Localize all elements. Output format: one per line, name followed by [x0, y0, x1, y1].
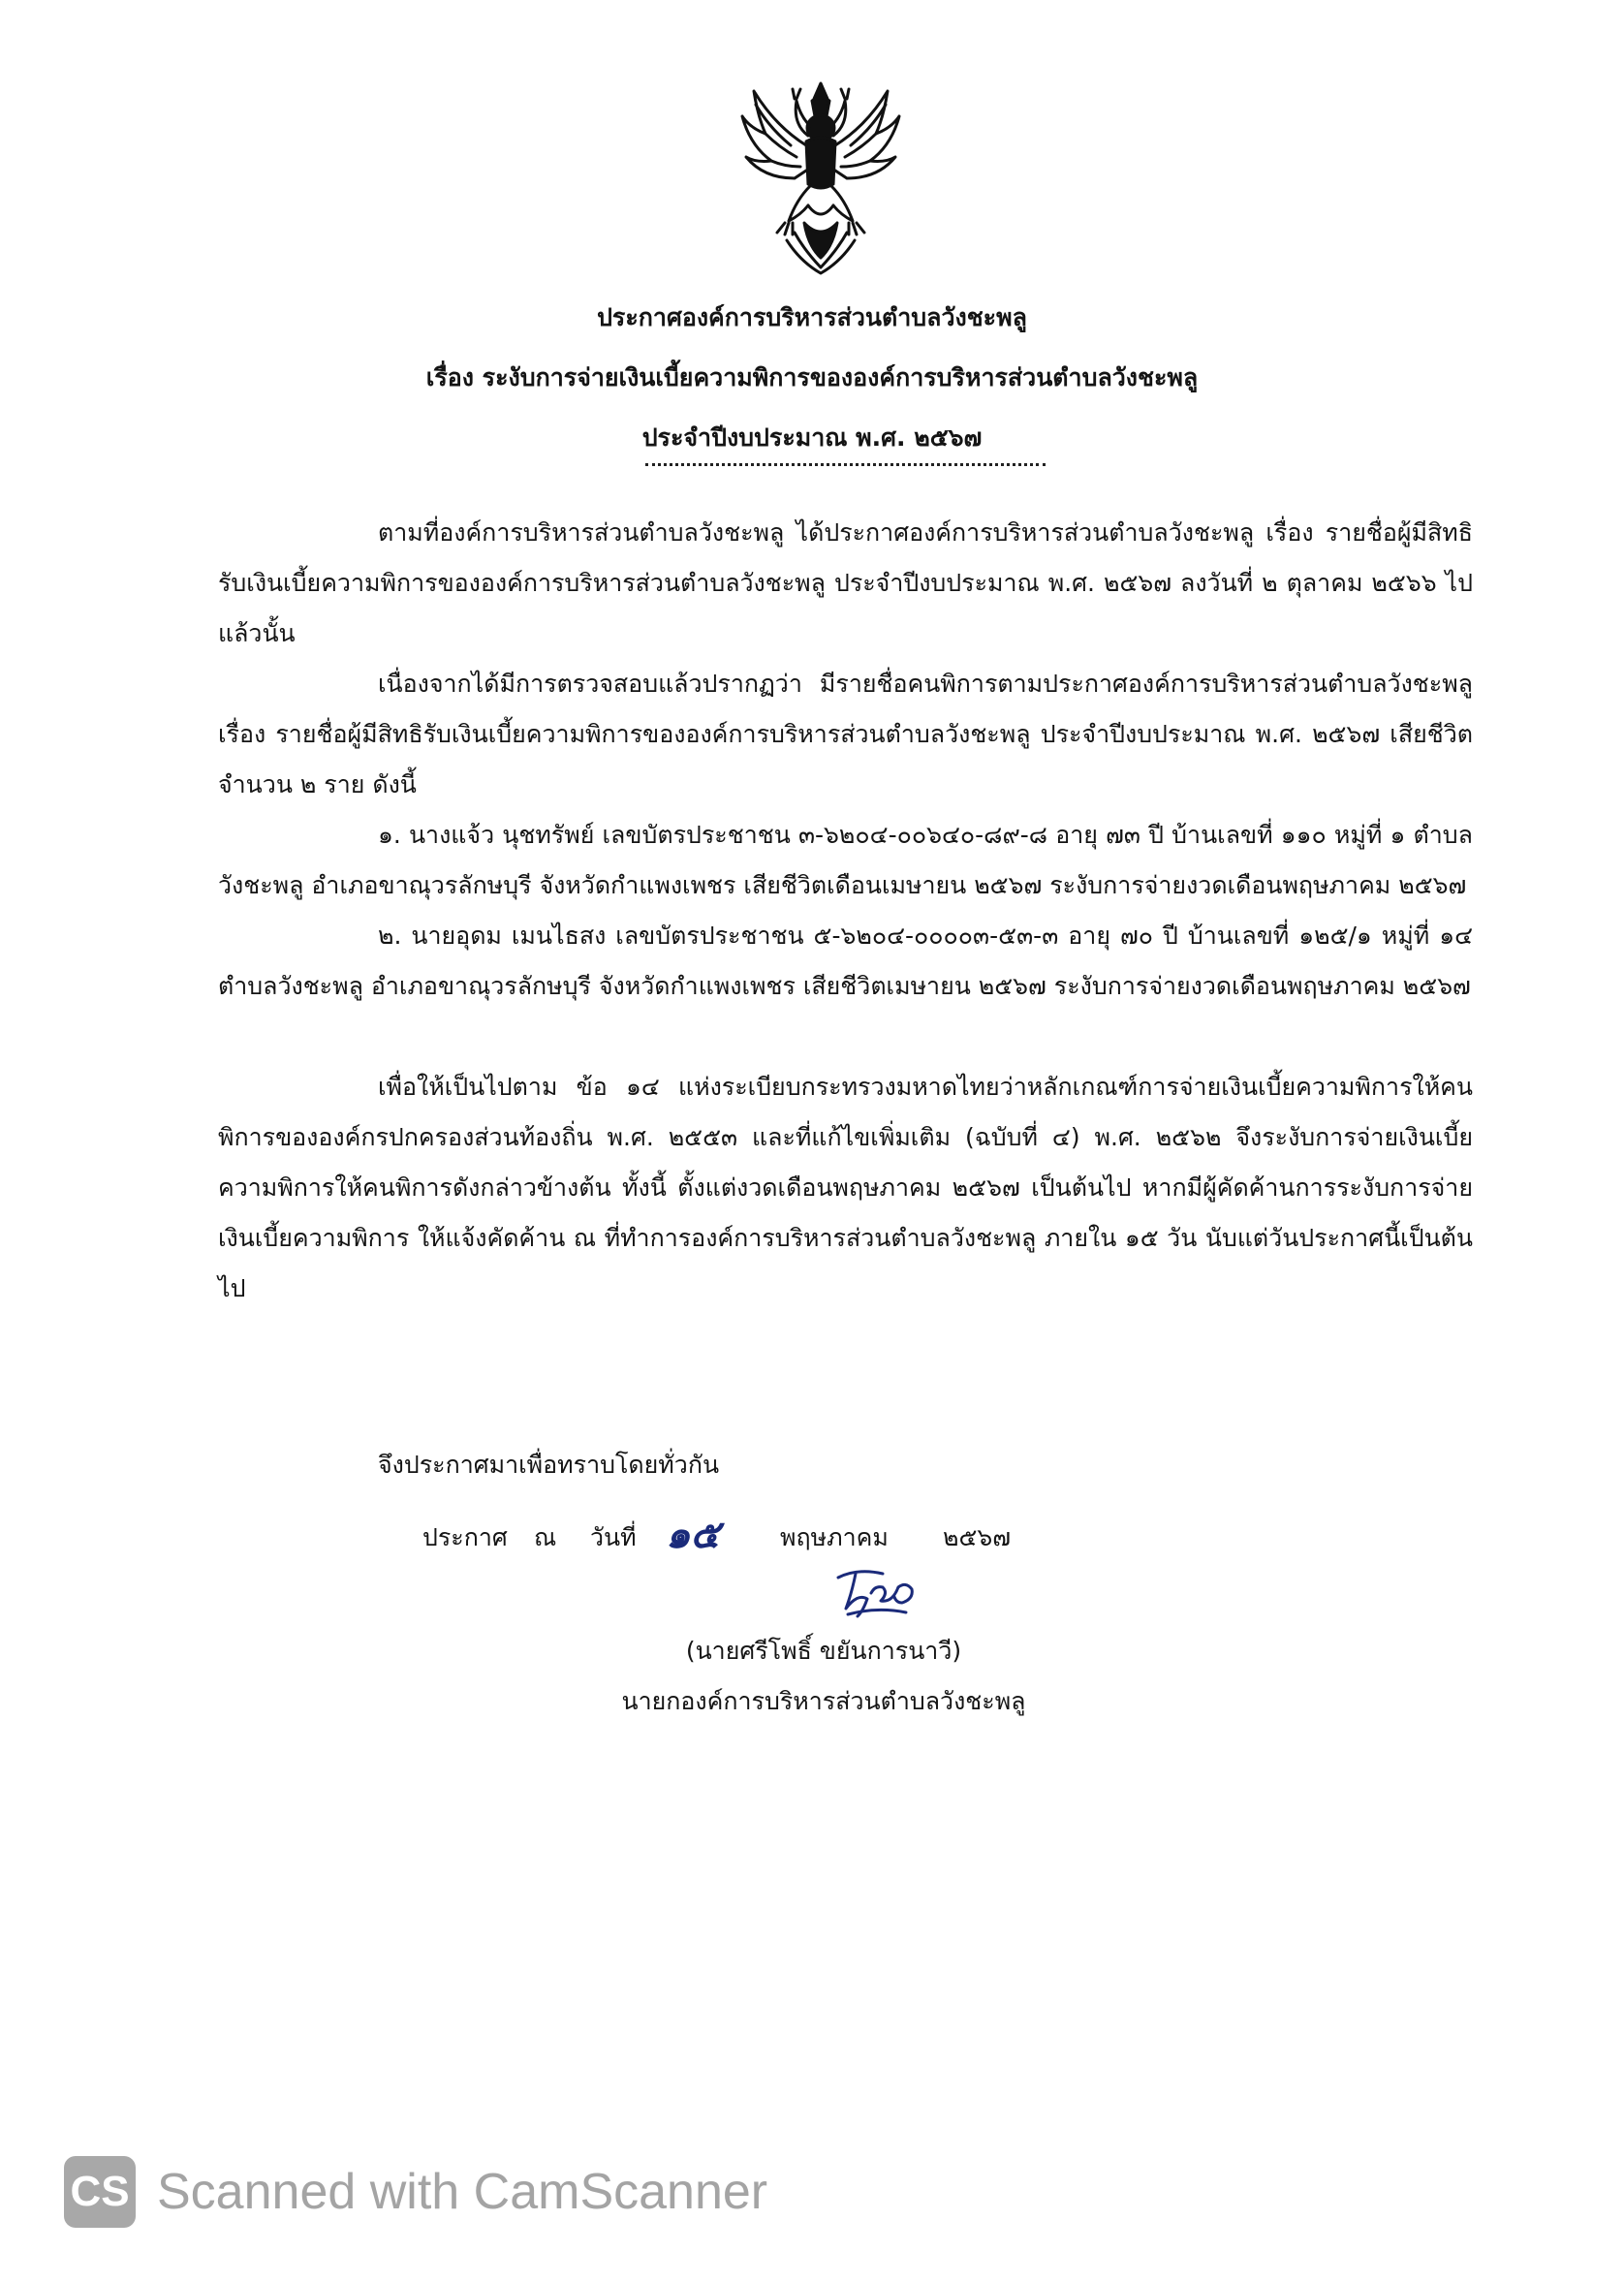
date-day-handwritten: ๑๕	[666, 1512, 720, 1557]
header-fiscal-year: ประจำปีงบประมาณ พ.ศ. ๒๕๖๗	[641, 423, 983, 452]
paragraph-background: ตามที่องค์การบริหารส่วนตำบลวังชะพลู ได้ประกาศองค์การบริหารส่วนตำบลวังชะพลู เรื่อง รายชื่อผู้มีสิทธิรับเงินเบี้ยความพิการขององค์การบริหารส่วนตำบลวังชะพลู ประจำปีงบประมาณ พ.ศ. ๒๕๖๗ ลงวันที่ ๒ ตุลาคม ๒๕๖๖ ไปแล้วนั้น	[218, 518, 1473, 647]
closing-statement: จึงประกาศมาเพื่อทราบโดยทั่วกัน	[378, 1451, 720, 1479]
deceased-item-1: ๑. นางแจ้ว นุชทรัพย์ เลขบัตรประชาชน ๓-๖๒๐๔-๐๐๖๔๐-๘๙-๘ อายุ ๗๓ ปี บ้านเลขที่ ๑๑๐ หมู่ที่ ๑ ตำบลวังชะพลู อำเภอขาณุวรลักษบุรี จังหวัดกำแพงเพชร เสียชีวิตเดือนเมษายน ๒๕๖๗ ระงับการจ่ายงวดเดือนพฤษภาคม ๒๕๖๗	[218, 821, 1473, 899]
camscanner-logo-icon: CS	[64, 2156, 136, 2228]
announcement-body	[218, 508, 1473, 1314]
deceased-item-2: ๒. นายอุดม เมนไธสง เลขบัตรประชาชน ๕-๖๒๐๔-๐๐๐๐๓-๕๓-๓ อายุ ๗๐ ปี บ้านเลขที่ ๑๒๕/๑ หมู่ที่ ๑๔ ตำบลวังชะพลู อำเภอขาณุวรลักษบุรี จังหวัดกำแพงเพชร เสียชีวิตเมษายน ๒๕๖๗ ระงับการจ่ายงวดเดือนพฤษภาคม ๒๕๖๗	[218, 922, 1473, 1000]
camscanner-watermark	[64, 2154, 767, 2230]
watermark-text: Scanned with CamScanner	[157, 2164, 768, 2220]
paragraph-gap	[218, 1012, 1473, 1062]
dotted-divider	[645, 463, 1046, 466]
signer-block	[620, 1626, 1027, 1727]
header-subject: เรื่อง ระงับการจ่ายเงินเบี้ยความพิการขององค์การบริหารส่วนตำบลวังชะพลู	[425, 363, 1199, 391]
date-at-label: ณ	[534, 1523, 557, 1551]
paragraph-findings: เนื่องจากได้มีการตรวจสอบแล้วปรากฏว่า มีรายชื่อคนพิการตามประกาศองค์การบริหารส่วนตำบลวังชะพลู เรื่อง รายชื่อผู้มีสิทธิรับเงินเบี้ยความพิการขององค์การบริหารส่วนตำบลวังชะพลู ประจำปีงบประมาณ พ.ศ. ๒๕๖๗ เสียชีวิต จำนวน ๒ ราย ดังนี้	[218, 670, 1473, 798]
handwritten-signature	[828, 1564, 925, 1622]
header-org-title: ประกาศองค์การบริหารส่วนตำบลวังชะพลู	[597, 303, 1027, 331]
signer-position: นายกองค์การบริหารส่วนตำบลวังชะพลู	[621, 1687, 1026, 1715]
date-day-label: วันที่	[590, 1523, 637, 1551]
garuda-emblem-icon	[736, 78, 906, 276]
announcement-header	[0, 288, 1624, 468]
date-announce-label: ประกาศ	[422, 1523, 508, 1551]
paragraph-regulation: เพื่อให้เป็นไปตาม ข้อ ๑๔ แห่งระเบียบกระทรวงมหาดไทยว่าหลักเกณฑ์การจ่ายเงินเบี้ยความพิการให้คนพิการขององค์กรปกครองส่วนท้องถิ่น พ.ศ. ๒๕๕๓ และที่แก้ไขเพิ่มเติม (ฉบับที่ ๔) พ.ศ. ๒๕๖๒ จึงระงับการจ่ายเงินเบี้ยความพิการให้คนพิการดังกล่าวข้างต้น ทั้งนี้ ตั้งแต่งวดเดือนพฤษภาคม ๒๕๖๗ เป็นต้นไป หากมีผู้คัดค้านการระงับการจ่ายเงินเบี้ยความพิการ ให้แจ้งคัดค้าน ณ ที่ทำการองค์การบริหารส่วนตำบลวังชะพลู ภายใน ๑๕ วัน นับแต่วันประกาศนี้เป็นต้นไป	[218, 1073, 1473, 1302]
signer-name: (นายศรีโพธิ์ ขยันการนาวี)	[685, 1637, 962, 1665]
announcement-date	[422, 1510, 1011, 1563]
date-year: ๒๕๖๗	[943, 1523, 1012, 1551]
date-month: พฤษภาคม	[780, 1523, 889, 1551]
